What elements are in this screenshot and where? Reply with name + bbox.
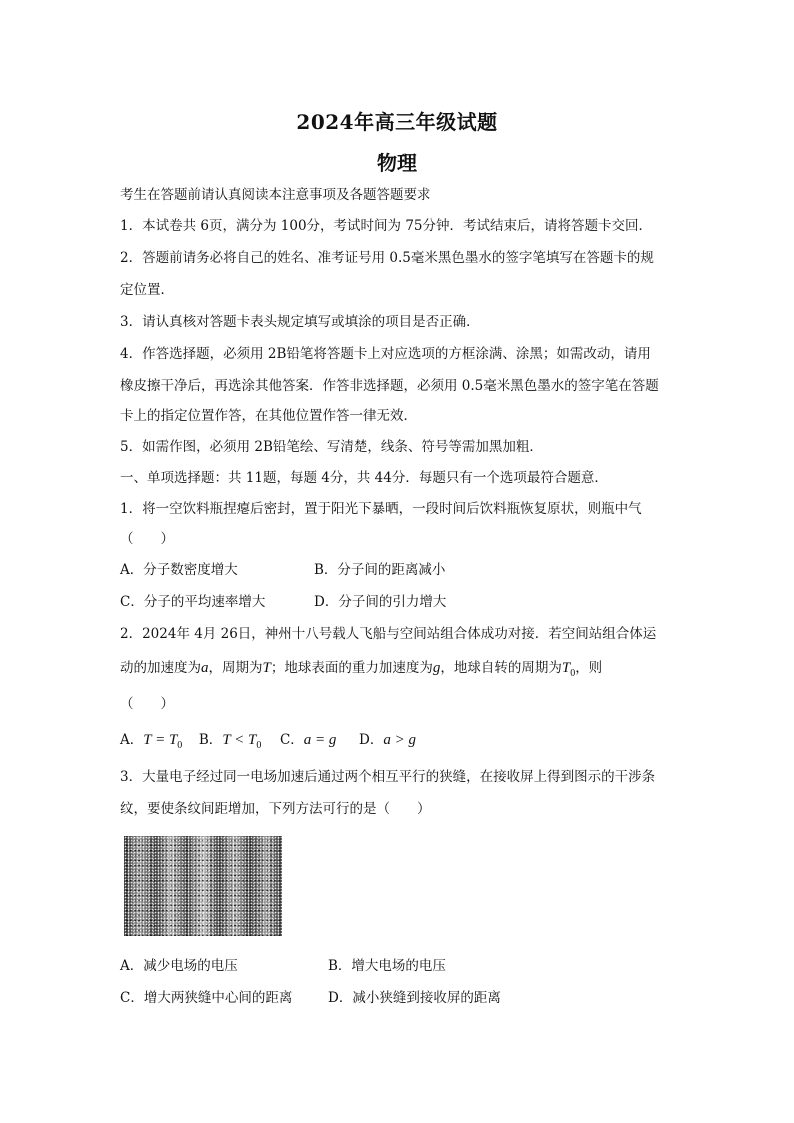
q2-text: ，周期为 bbox=[208, 660, 263, 676]
q2-stem: 2．2024年 4月 26日，神州十八号载人飞船与空间站组合体成功对接．若空间站组合体运 bbox=[120, 626, 657, 642]
q2-option-b bbox=[222, 732, 262, 751]
q3-option-a: A．减少电场的电压 bbox=[120, 958, 238, 974]
q2-option-d: a > g bbox=[383, 732, 416, 748]
q2-symbol-T0-sub: 0 bbox=[570, 668, 576, 679]
q1-option-c: C．分子的平均速率增大 bbox=[120, 594, 266, 610]
q2-text: ；地球表面的重力加速度为 bbox=[270, 660, 433, 676]
q2-option-d-label: D． bbox=[359, 732, 384, 748]
notice-item: 橡皮擦干净后，再选涂其他答案．作答非选择题，必须用 0.5毫米黑色墨水的签字笔在答题 bbox=[120, 378, 659, 394]
q2-symbol-a: a bbox=[201, 660, 209, 676]
notice-heading: 考生在答题前请认真阅读本注意事项及各题答题要求 bbox=[120, 187, 431, 203]
q2-option-a-sub: 0 bbox=[177, 740, 183, 751]
q3-option-d: D．减小狭缝到接收屏的距离 bbox=[328, 990, 501, 1006]
notice-item: 4．作答选择题，必须用 2B铅笔将答题卡上对应选项的方框涂满、涂黑；如需改动，请用 bbox=[120, 346, 651, 362]
q2-symbol-T: T bbox=[262, 660, 271, 676]
notice-item: 卡上的指定位置作答，在其他位置作答一律无效． bbox=[120, 408, 417, 424]
q2-blank: （ ） bbox=[120, 696, 174, 712]
q2-option-b-label: B． bbox=[198, 732, 223, 748]
q2-text: ，则 bbox=[575, 660, 603, 676]
q2-text: ，地球自转的周期为 bbox=[440, 660, 562, 676]
q2-option-c: a = g bbox=[303, 732, 337, 748]
interference-pattern-image bbox=[124, 836, 282, 936]
q2-symbol-g: g bbox=[432, 660, 441, 676]
notice-item: 2．答题前请务必将自己的姓名、准考证号用 0.5毫米黑色墨水的签字笔填写在答题卡的规 bbox=[120, 250, 654, 266]
q2-option-b-expr: T < T bbox=[222, 732, 257, 748]
q3-option-b: B．增大电场的电压 bbox=[328, 958, 446, 974]
q1-blank: （ ） bbox=[120, 531, 174, 547]
q3-option-c: C．增大两狭缝中心间的距离 bbox=[120, 990, 293, 1006]
exam-subject: 物理 bbox=[377, 151, 417, 175]
q2-stem-line2 bbox=[120, 658, 602, 684]
q1-option-a: A．分子数密度增大 bbox=[120, 562, 238, 578]
q1-option-d: D．分子间的引力增大 bbox=[314, 594, 447, 610]
q2-text: 动的加速度为 bbox=[120, 660, 201, 676]
q3-stem: 3．大量电子经过同一电场加速后通过两个相互平行的狭缝，在接收屏上得到图示的干涉条 bbox=[120, 769, 656, 785]
q2-option-a-expr: T = T bbox=[143, 732, 178, 748]
notice-item: 3．请认真核对答题卡表头规定填写或填涂的项目是否正确． bbox=[120, 314, 480, 330]
section-heading: 一、单项选择题：共 11题，每题 4分，共 44分．每题只有一个选项最符合题意． bbox=[120, 470, 608, 486]
q2-option-c-label: C． bbox=[279, 732, 304, 748]
exam-title: 2024年高三年级试题 bbox=[296, 110, 498, 134]
notice-item: 1．本试卷共 6页，满分为 100分，考试时间为 75分钟．考试结束后，请将答题卡交回． bbox=[120, 218, 652, 234]
q1-option-b: B．分子间的距离减小 bbox=[314, 562, 446, 578]
q2-option-b-sub: 0 bbox=[256, 740, 262, 751]
q2-option-a-label: A． bbox=[120, 732, 144, 748]
notice-item: 定位置． bbox=[120, 282, 174, 298]
q2-options bbox=[120, 730, 416, 756]
q2-option-a bbox=[143, 732, 183, 751]
q1-stem: 1．将一空饮料瓶捏瘪后密封，置于阳光下暴晒，一段时间后饮料瓶恢复原状，则瓶中气 bbox=[120, 501, 642, 517]
q2-symbol-T0 bbox=[561, 660, 576, 679]
q3-stem-line2: 纹，要使条纹间距增加，下列方法可行的是（ ） bbox=[120, 801, 431, 817]
notice-item: 5．如需作图，必须用 2B铅笔绘、写清楚，线条、符号等需加黑加粗． bbox=[120, 439, 543, 455]
q2-symbol-T0-base: T bbox=[561, 660, 571, 676]
